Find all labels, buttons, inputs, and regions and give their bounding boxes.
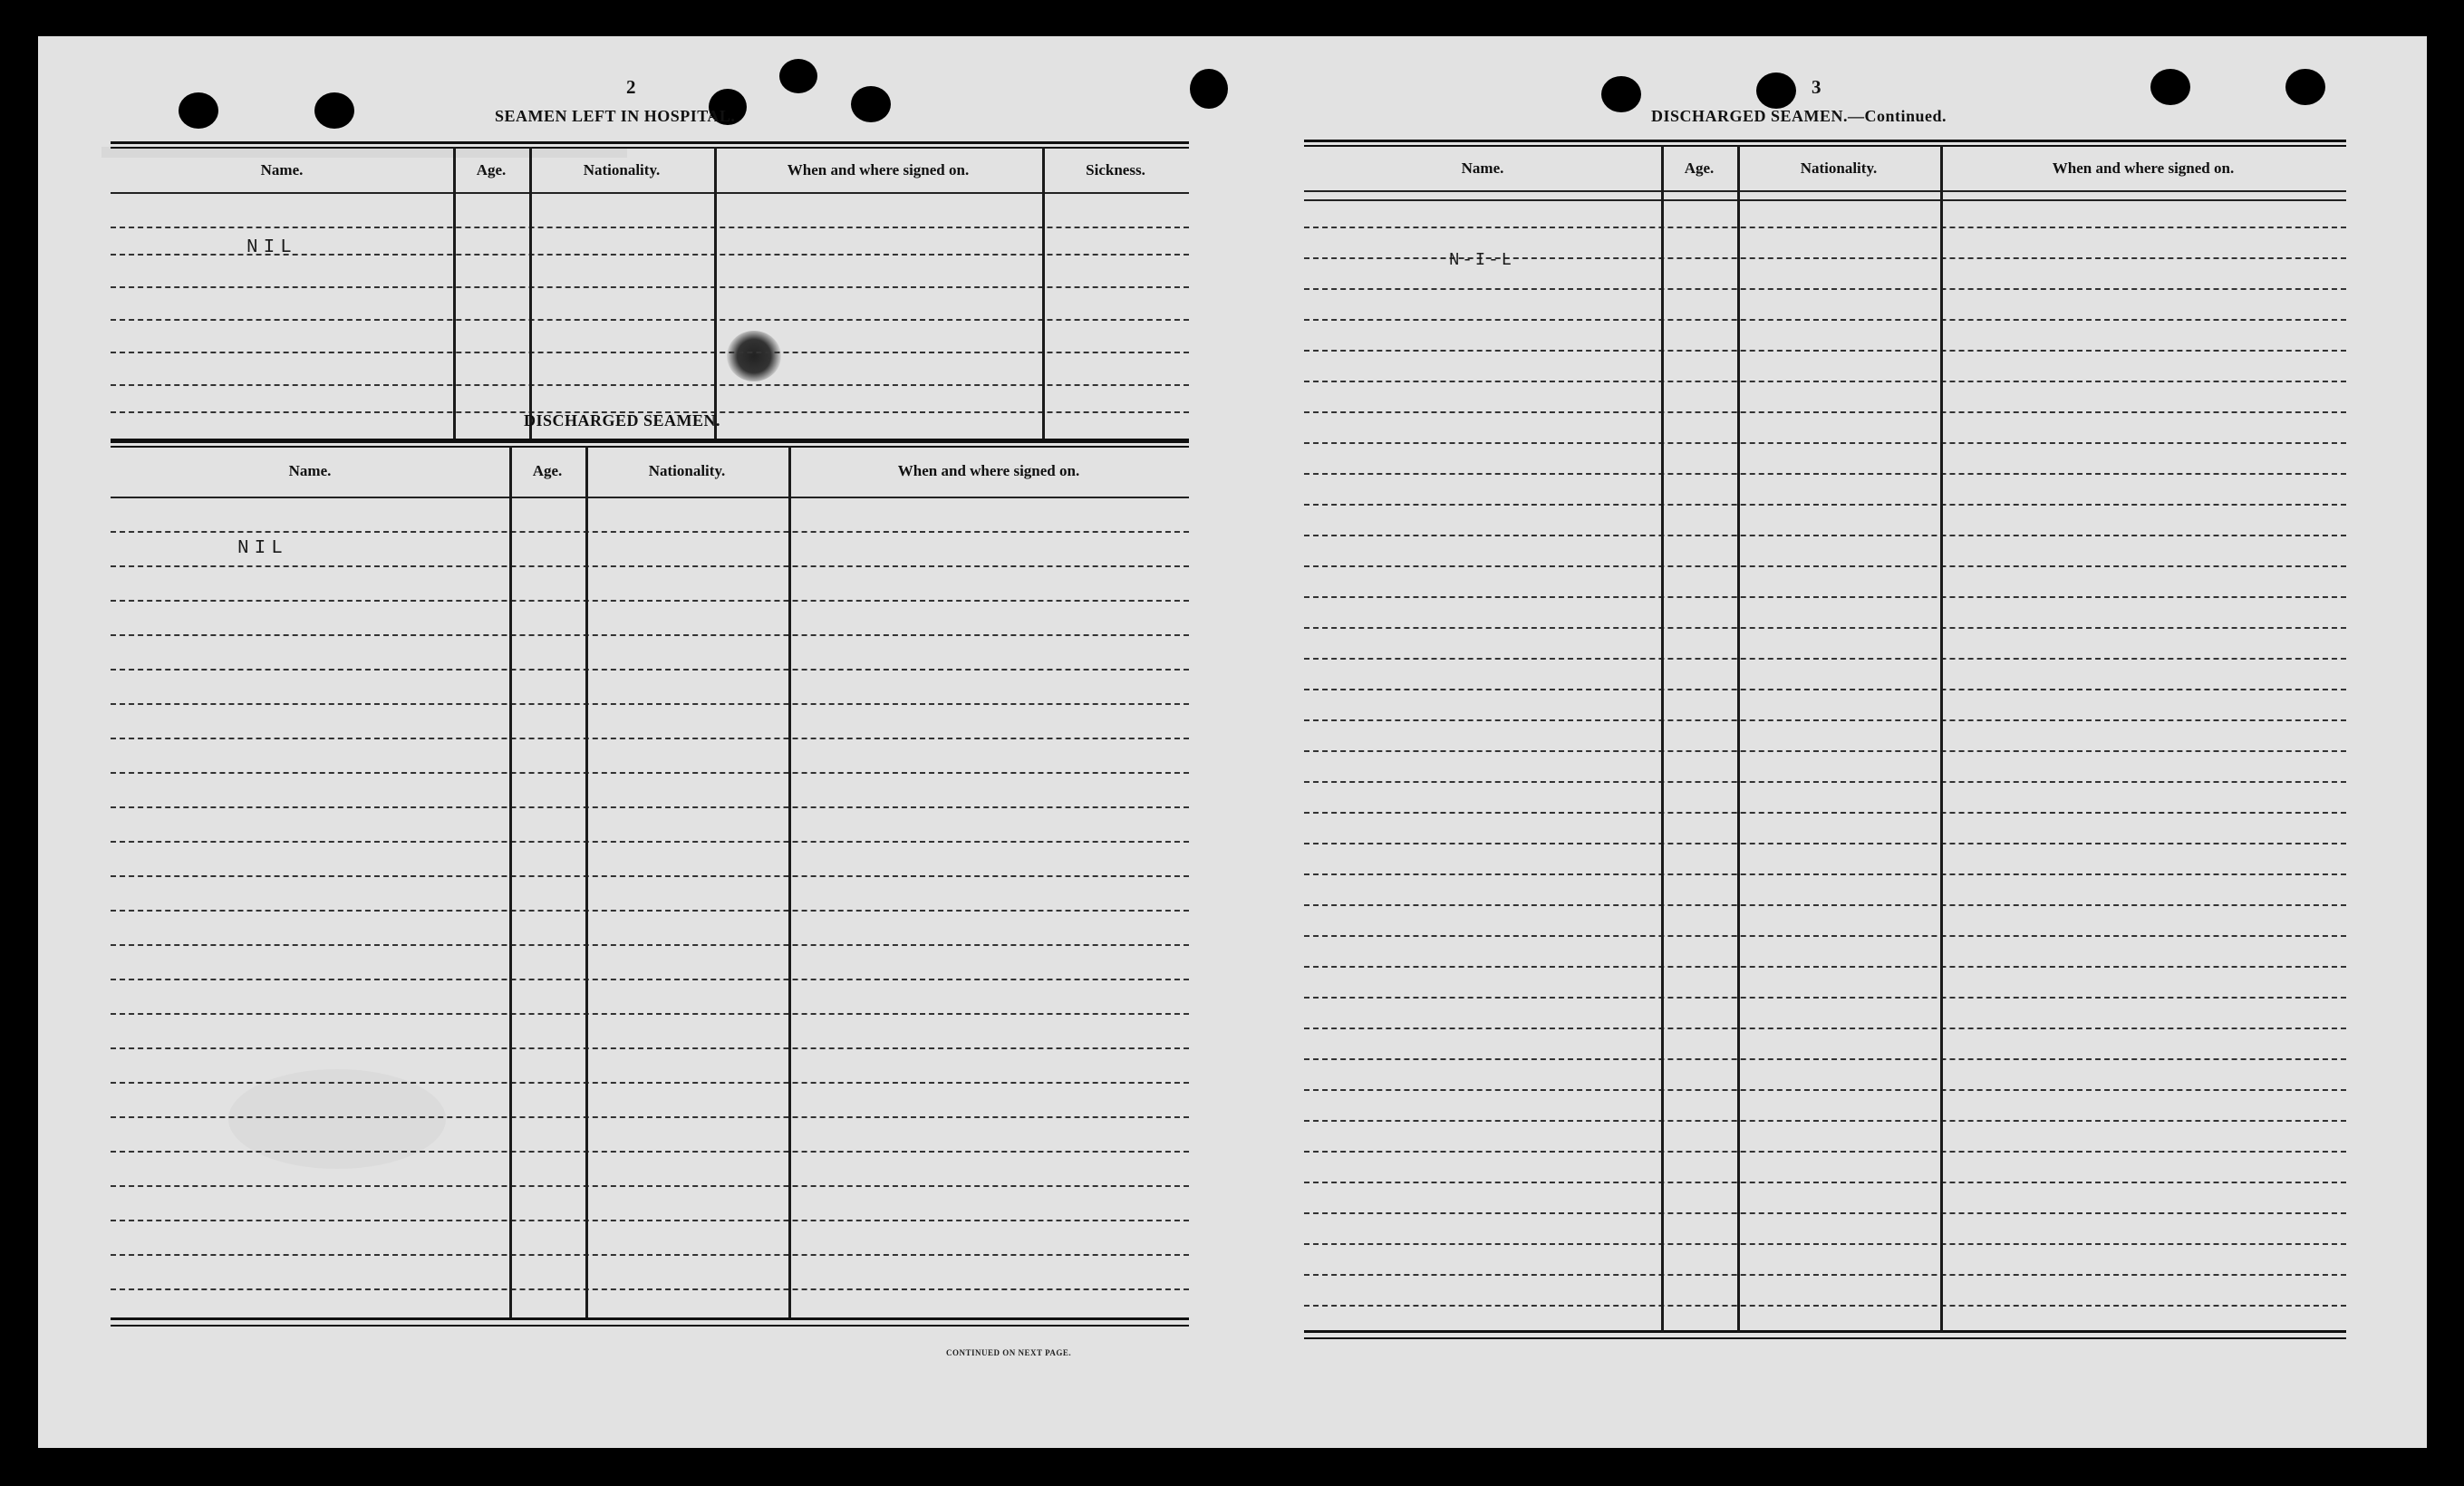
discharged-entry-name: NIL	[237, 538, 288, 559]
discharged-table	[111, 440, 1189, 1392]
punch-hole	[2285, 69, 2325, 105]
hospital-header-signed-on: When and where signed on.	[787, 161, 970, 179]
punch-hole	[779, 59, 817, 93]
punch-hole	[851, 86, 891, 122]
hospital-header-age: Age.	[476, 161, 507, 179]
punch-hole	[2150, 69, 2190, 105]
hospital-header-nationality: Nationality.	[583, 161, 661, 179]
discharged-header-age: Age.	[532, 462, 563, 479]
continued-header-name: Name.	[1461, 159, 1504, 177]
punch-hole	[1601, 76, 1641, 112]
continued-header-nationality: Nationality.	[1800, 159, 1878, 177]
punch-hole	[1756, 72, 1796, 109]
document-sheet	[38, 36, 2427, 1448]
discharged-continued-title: DISCHARGED SEAMEN.—Continued.	[1651, 107, 1947, 125]
continued-header-age: Age.	[1684, 159, 1715, 177]
discharged-header-name: Name.	[288, 462, 332, 479]
hospital-section-title: SEAMEN LEFT IN HOSPITAL.	[495, 107, 736, 125]
continued-header-signed-on: When and where signed on.	[2052, 159, 2235, 177]
punch-hole	[314, 92, 354, 129]
continued-entry-name: N-I-L	[1449, 250, 1515, 270]
discharged-section-title: DISCHARGED SEAMEN.	[524, 411, 721, 429]
hospital-header-sickness: Sickness.	[1086, 161, 1145, 179]
page-number-right: 3	[1812, 76, 1821, 98]
hospital-header-name: Name.	[260, 161, 304, 179]
punch-hole	[179, 92, 218, 129]
punch-hole	[1190, 69, 1228, 109]
discharged-header-nationality: Nationality.	[648, 462, 726, 479]
page-number-left: 2	[626, 76, 636, 98]
hospital-entry-name: NIL	[246, 237, 297, 258]
continued-footer: CONTINUED ON NEXT PAGE.	[946, 1348, 1072, 1357]
discharged-continued-table	[1304, 140, 2346, 1390]
discharged-header-signed-on: When and where signed on.	[897, 462, 1080, 479]
